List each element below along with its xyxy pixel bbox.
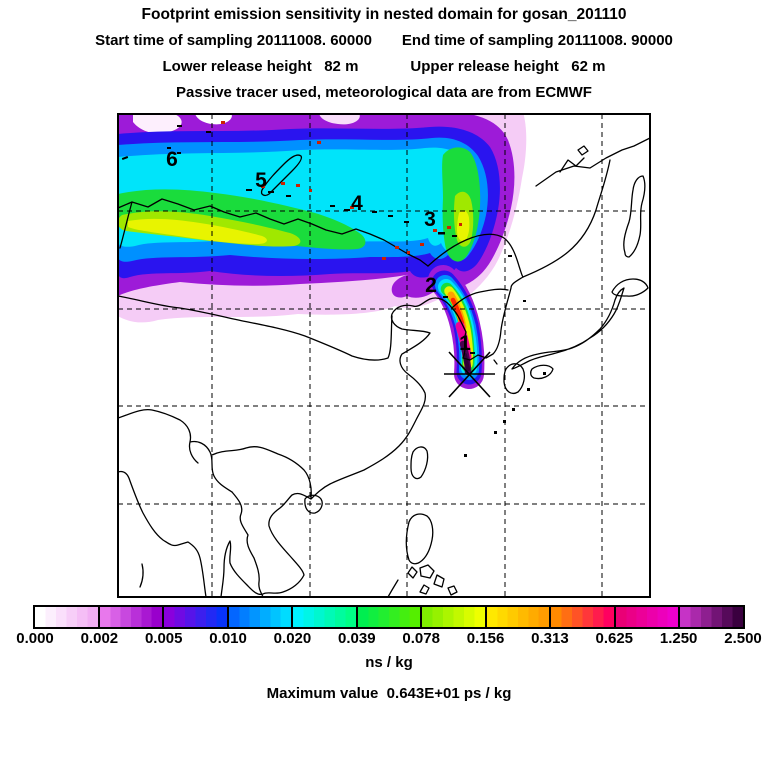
colorbar-segment: [293, 607, 358, 627]
colorbar-segment: [164, 607, 229, 627]
trajectory-marker-6: 6: [166, 148, 178, 171]
colorbar-tick-label: 0.000: [16, 630, 54, 647]
tracer-info-label: Passive tracer used, meteorological data are from ECMWF: [176, 84, 592, 101]
colorbar-tick-label: 0.002: [80, 630, 119, 647]
colorbar-tick-label: 0.005: [144, 630, 183, 647]
trajectory-marker-4: 4: [351, 192, 363, 215]
colorbar-tick-labels: [16, 630, 762, 648]
start-time-label: Start time of sampling 20111008. 60000: [95, 32, 372, 49]
colorbar-segment: [680, 607, 743, 627]
colorbar-segment: [487, 607, 552, 627]
colorbar-tick-label: 0.039: [338, 630, 376, 647]
trajectory-marker-1: 1: [459, 332, 471, 355]
trajectory-marker-2: 2: [425, 274, 437, 297]
colorbar: [33, 605, 745, 629]
colorbar-tick-label: 2.500: [724, 630, 762, 647]
maximum-value-label: Maximum value 0.643E+01 ps / kg: [266, 685, 512, 702]
colorbar-tick-label: 0.010: [209, 630, 247, 647]
colorbar-segment: [551, 607, 616, 627]
colorbar-segment: [229, 607, 294, 627]
colorbar-segment: [616, 607, 681, 627]
colorbar-segment: [422, 607, 487, 627]
colorbar-segment: [358, 607, 423, 627]
lower-release-label: Lower release height 82 m: [162, 58, 359, 75]
colorbar-segment: [35, 607, 100, 627]
colorbar-segment: [100, 607, 165, 627]
colorbar-tick-label: 0.313: [531, 630, 569, 647]
colorbar-tick-label: 0.020: [273, 630, 312, 647]
end-time-label: End time of sampling 20111008. 90000: [401, 32, 673, 49]
colorbar-units-label: ns / kg: [365, 654, 413, 671]
colorbar-tick-label: 0.078: [402, 630, 440, 647]
colorbar-tick-label: 0.156: [466, 630, 505, 647]
trajectory-marker-3: 3: [424, 208, 436, 231]
trajectory-marker-5: 5: [255, 169, 267, 192]
colorbar-tick-label: 1.250: [659, 630, 698, 647]
page-title: Footprint emission sensitivity in nested domain for gosan_201110: [141, 6, 627, 23]
colorbar-tick-label: 0.625: [595, 630, 634, 647]
upper-release-label: Upper release height 62 m: [410, 58, 606, 75]
